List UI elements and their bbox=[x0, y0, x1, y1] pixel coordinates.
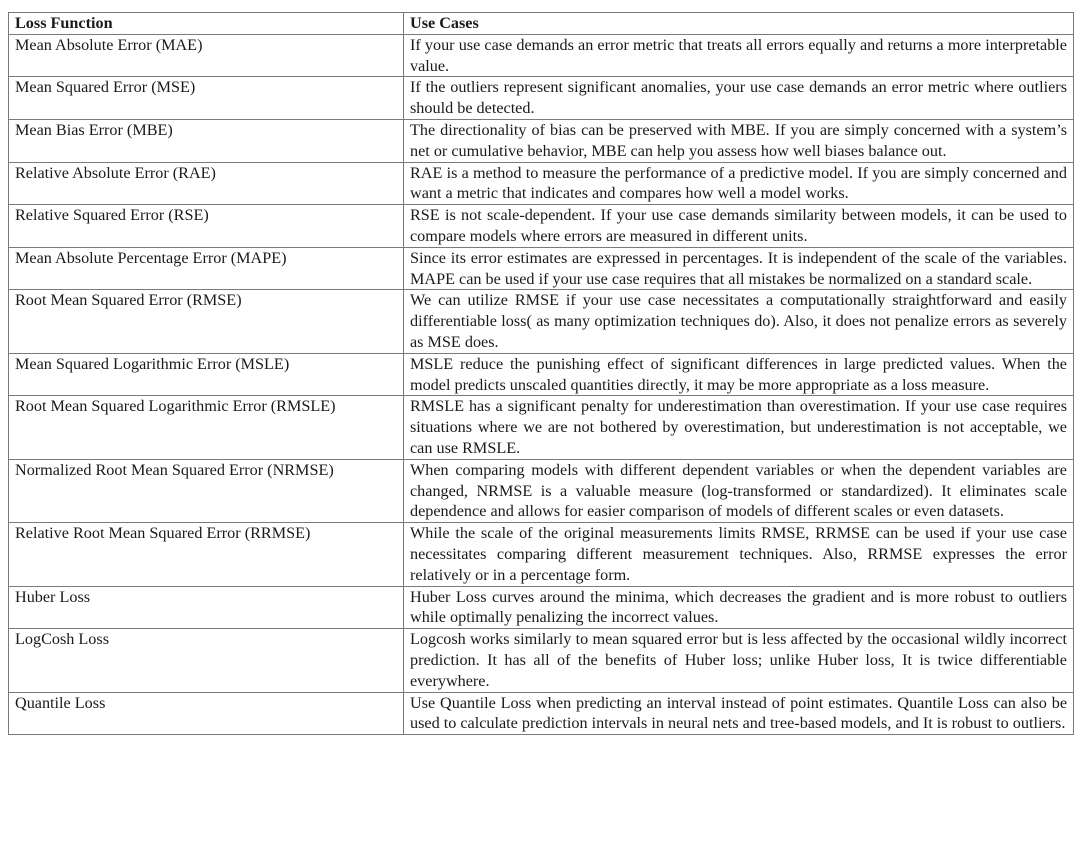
use-case-text: RMSLE has a significant penalty for underestimation than overestimation. If your use case requires situations where we are not bothered by overestimation, but underestimation is not acceptable, we can use RMSLE. bbox=[404, 396, 1074, 459]
use-case-text: MSLE reduce the punishing effect of significant differences in large predicted values. When the model predicts unscaled quantities directly, it may be more appropriate as a loss measure. bbox=[404, 353, 1074, 396]
loss-function-name: Mean Bias Error (MBE) bbox=[9, 119, 404, 162]
loss-function-name: Root Mean Squared Logarithmic Error (RMSLE) bbox=[9, 396, 404, 459]
loss-function-name: Mean Squared Error (MSE) bbox=[9, 77, 404, 120]
use-case-text: We can utilize RMSE if your use case necessitates a computationally straightforward and easily differentiable loss( as many optimization techniques do). Also, it does not penalize errors as severely as MSE does. bbox=[404, 290, 1074, 353]
table-row bbox=[9, 247, 1074, 290]
table-row bbox=[9, 162, 1074, 205]
loss-function-name: Relative Squared Error (RSE) bbox=[9, 205, 404, 248]
table-row bbox=[9, 523, 1074, 586]
loss-function-name: LogCosh Loss bbox=[9, 629, 404, 692]
header-loss-function: Loss Function bbox=[9, 13, 404, 35]
loss-function-name: Root Mean Squared Error (RMSE) bbox=[9, 290, 404, 353]
table-row bbox=[9, 586, 1074, 629]
loss-function-name: Quantile Loss bbox=[9, 692, 404, 735]
use-case-text: Logcosh works similarly to mean squared error but is less affected by the occasional wildly incorrect prediction. It has all of the benefits of Huber loss; unlike Huber loss, It is twice differentiable everywhere. bbox=[404, 629, 1074, 692]
table-row bbox=[9, 77, 1074, 120]
header-use-cases: Use Cases bbox=[404, 13, 1074, 35]
use-case-text: The directionality of bias can be preserved with MBE. If you are simply concerned with a system’s net or cumulative behavior, MBE can help you assess how well biases balance out. bbox=[404, 119, 1074, 162]
loss-function-name: Huber Loss bbox=[9, 586, 404, 629]
table-row bbox=[9, 290, 1074, 353]
loss-function-name: Mean Absolute Percentage Error (MAPE) bbox=[9, 247, 404, 290]
use-case-text: RAE is a method to measure the performance of a predictive model. If you are simply concerned and want a metric that indicates and compares how well a model works. bbox=[404, 162, 1074, 205]
table-header-row bbox=[9, 13, 1074, 35]
loss-function-name: Mean Squared Logarithmic Error (MSLE) bbox=[9, 353, 404, 396]
table-row bbox=[9, 396, 1074, 459]
use-case-text: If the outliers represent significant anomalies, your use case demands an error metric where outliers should be detected. bbox=[404, 77, 1074, 120]
loss-function-name: Normalized Root Mean Squared Error (NRMSE) bbox=[9, 459, 404, 522]
loss-function-table-container bbox=[8, 12, 1073, 735]
loss-function-name: Mean Absolute Error (MAE) bbox=[9, 34, 404, 77]
table-row bbox=[9, 205, 1074, 248]
table-row bbox=[9, 459, 1074, 522]
use-case-text: When comparing models with different dependent variables or when the dependent variables are changed, NRMSE is a valuable measure (log-transformed or standardized). It eliminates scale dependence and allows for easier comparison of models of different scales or even datasets. bbox=[404, 459, 1074, 522]
use-case-text: RSE is not scale-dependent. If your use case demands similarity between models, it can be used to compare models where errors are measured in different units. bbox=[404, 205, 1074, 248]
table-row bbox=[9, 629, 1074, 692]
loss-function-name: Relative Root Mean Squared Error (RRMSE) bbox=[9, 523, 404, 586]
loss-function-name: Relative Absolute Error (RAE) bbox=[9, 162, 404, 205]
use-case-text: Since its error estimates are expressed in percentages. It is independent of the scale of the variables. MAPE can be used if your use case requires that all mistakes be normalized on a standard scale. bbox=[404, 247, 1074, 290]
table-row bbox=[9, 353, 1074, 396]
table-row bbox=[9, 692, 1074, 735]
use-case-text: While the scale of the original measurements limits RMSE, RRMSE can be used if your use case necessitates comparing different measurement techniques. Also, RRMSE expresses the error relatively or in a percentage form. bbox=[404, 523, 1074, 586]
use-case-text: If your use case demands an error metric that treats all errors equally and returns a more interpretable value. bbox=[404, 34, 1074, 77]
table-row bbox=[9, 119, 1074, 162]
table-row bbox=[9, 34, 1074, 77]
use-case-text: Huber Loss curves around the minima, which decreases the gradient and is more robust to outliers while optimally penalizing the incorrect values. bbox=[404, 586, 1074, 629]
use-case-text: Use Quantile Loss when predicting an interval instead of point estimates. Quantile Loss can also be used to calculate prediction intervals in neural nets and tree-based models, and It is robust to outliers. bbox=[404, 692, 1074, 735]
loss-function-table bbox=[8, 12, 1074, 735]
